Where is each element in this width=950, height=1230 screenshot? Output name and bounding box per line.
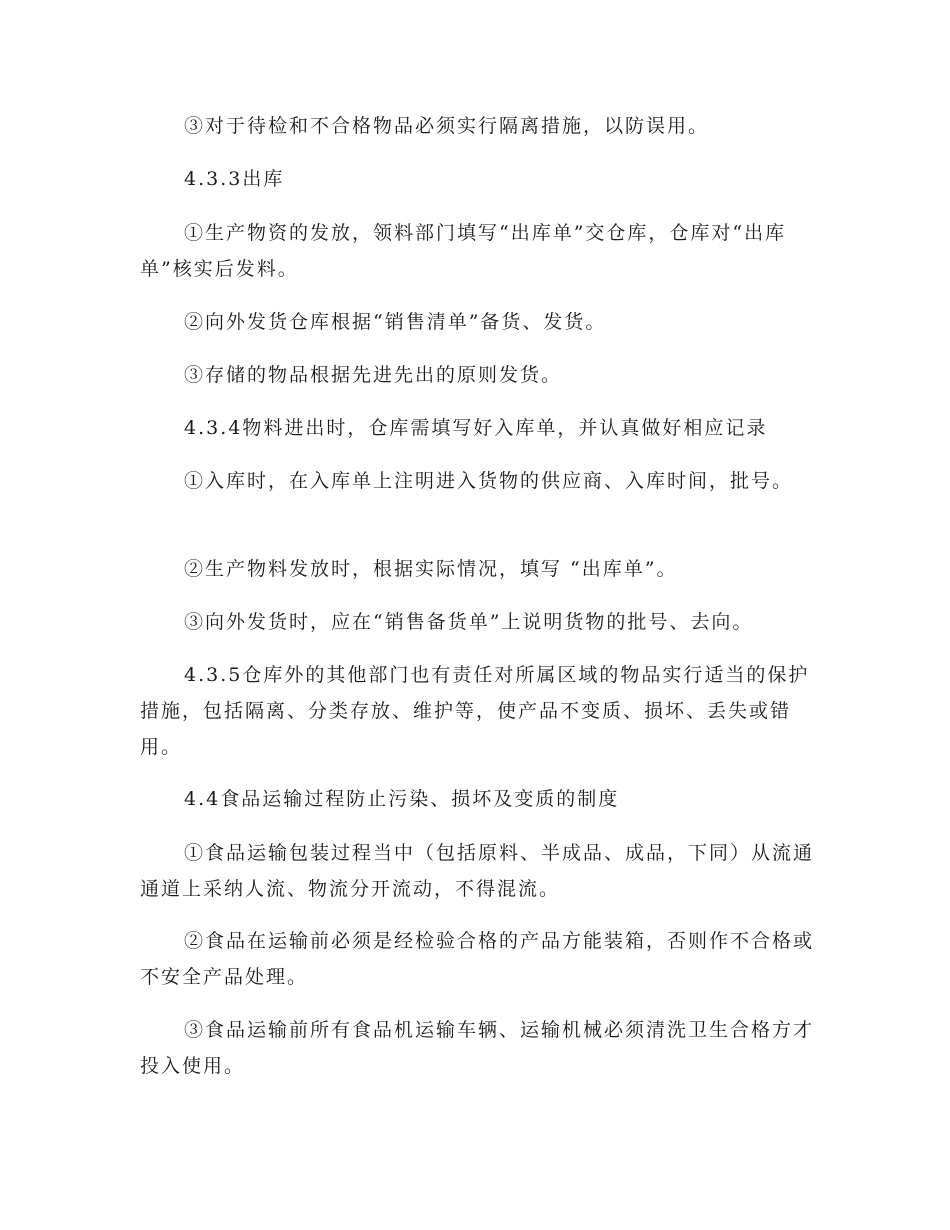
paragraph-inbound-record: ①入库时，在入库单上注明进入货物的供应商、入库时间，批号。 [184,470,794,492]
paragraph-fifo: ③存储的物品根据先进先出的原则发货。 [184,364,563,386]
heading-4-3-3-outbound: 4.3.3出库 [184,168,285,190]
paragraph-isolation-measures: ③对于待检和不合格物品必须实行隔离措施，以防误用。 [184,115,710,137]
heading-4-4-transport-system: 4.4食品运输过程防止污染、损坏及变质的制度 [184,788,620,810]
paragraph-material-issue: ①生产物资的发放，领料部门填写“出库单”交仓库，仓库对“出库单”核实后发料。 [140,222,787,280]
paragraph-transport-flow: ①食品运输包装过程当中（包括原料、半成品、成品，下同）从流通通道上采纳人流、物流分开流动，不得混流。 [140,842,815,900]
paragraph-vehicle-cleaning: ③食品运输前所有食品机运输车辆、运输机械必须清洗卫生合格方才投入使用。 [140,1019,815,1077]
paragraph-outbound-form: ②生产物料发放时，根据实际情况，填写 “出库单”。 [184,558,678,580]
paragraph-external-shipping: ②向外发货仓库根据“销售清单”备货、发货。 [184,311,607,333]
paragraph-sales-prep-form: ③向外发货时，应在“销售备货单”上说明货物的批号、去向。 [184,611,754,633]
paragraph-inspection-before-packing: ②食品在运输前必须是经检验合格的产品方能装箱，否则作不合格或不安全产品处理。 [140,930,815,988]
paragraph-4-3-5-other-departments: 4.3.5仓库外的其他部门也有责任对所属区域的物品实行适当的保护措施，包括隔离、分类存放、维护等，使产品不变质、损坏、丢失或错用。 [140,664,810,758]
heading-4-3-4-records: 4.3.4物料进出时，仓库需填写好入库单，并认真做好相应记录 [184,417,768,439]
